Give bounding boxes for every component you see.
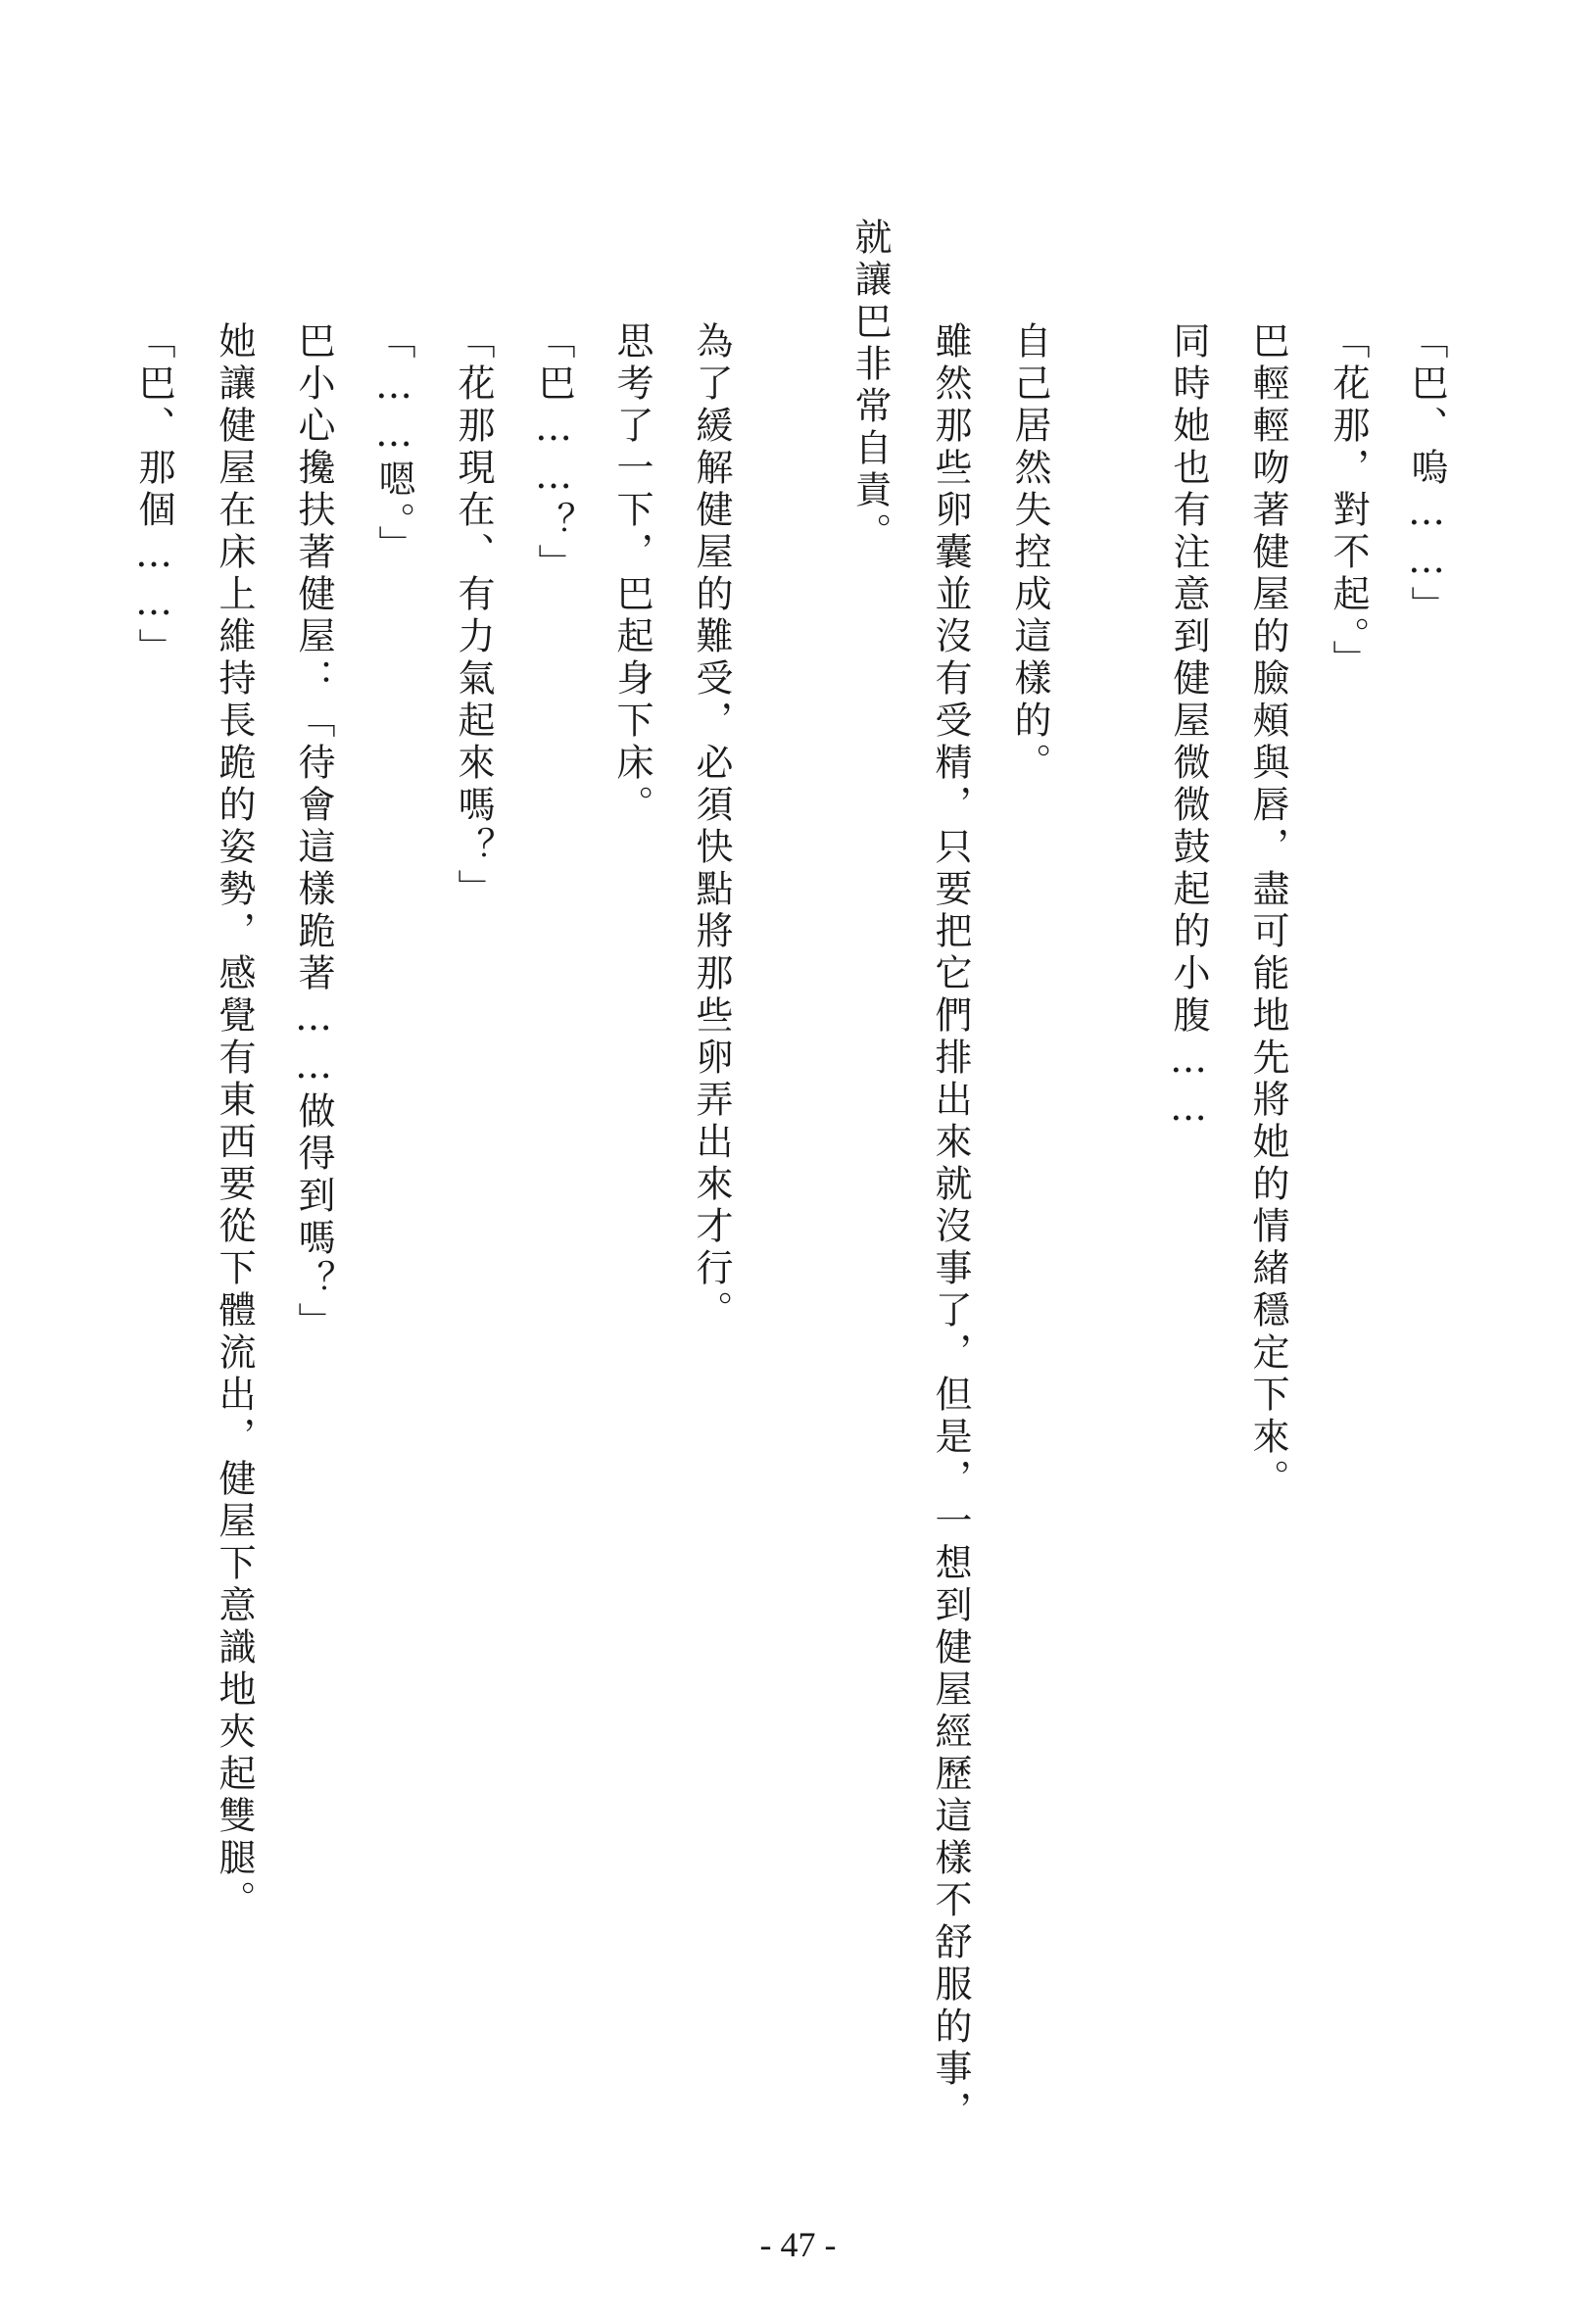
text-line-4: 同時她也有注意到健屋微微鼓起的小腹…… — [1167, 321, 1210, 1134]
text-line-10: 「巴……？」 — [532, 321, 575, 586]
text-line-5: 自己居然失控成這樣的。 — [1008, 321, 1051, 785]
text-line-15: 「巴、那個……」 — [132, 321, 175, 670]
text-line-1: 「巴、嗚……」 — [1405, 321, 1448, 628]
text-line-12: 「……嗯。」 — [372, 321, 415, 567]
text-line-8: 為了緩解健屋的難受，必須快點將那些卵弄出來才行。 — [690, 321, 733, 1332]
text-line-6: 雖然那些卵囊並沒有受精，只要把它們排出來就沒事了，但是，一想到健屋經歷這樣不舒服的事， — [929, 321, 972, 2133]
text-line-14: 她讓健屋在床上維持長跪的姿勢，感覺有東西要從下體流出，健屋下意識地夾起雙腿。 — [213, 321, 256, 1922]
text-line-7: 就讓巴非常自責。 — [848, 218, 892, 555]
text-line-9: 思考了一下，巴起身下床。 — [610, 321, 653, 827]
text-line-3: 巴輕輕吻著健屋的臉頰與唇，盡可能地先將她的情緒穩定下來。 — [1246, 321, 1289, 1501]
page-number: - 47 - — [759, 2225, 837, 2264]
text-line-13: 巴小心攙扶著健屋：「待會這樣跪著……做得到嗎？」 — [292, 321, 335, 1344]
text-line-2: 「花那，對不起。」 — [1327, 321, 1370, 682]
text-line-11: 「花那現在、有力氣起來嗎？」 — [452, 321, 495, 911]
